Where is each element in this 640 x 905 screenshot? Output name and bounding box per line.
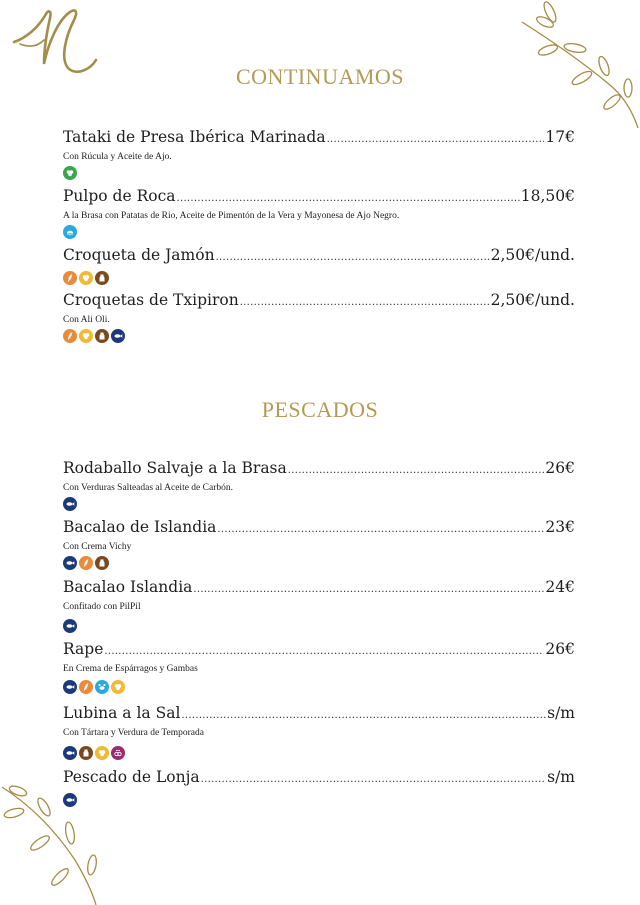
gluten-icon <box>63 271 77 285</box>
allergen-icons <box>63 556 575 570</box>
dot-leader <box>177 189 520 209</box>
milk-icon <box>79 746 93 760</box>
dot-leader <box>193 580 544 600</box>
menu-item <box>63 517 575 570</box>
dot-leader <box>240 293 490 313</box>
allergen-icons <box>63 619 575 633</box>
fish-icon <box>63 556 77 570</box>
dish-name: Pescado de Lonja <box>63 768 200 786</box>
dot-leader <box>181 706 546 726</box>
dish-description: A la Brasa con Patatas de Rio, Aceite de Pimentón de la Vera y Mayonesa de Ajo Negro. <box>63 211 400 221</box>
dish-description: Con Crema Vichy <box>63 542 132 552</box>
menu-item <box>63 290 575 343</box>
dish-price: 17€ <box>545 128 575 146</box>
section-title-continuamos: CONTINUAMOS <box>235 64 405 89</box>
menu-item <box>63 245 575 285</box>
section-title-pescados: PESCADOS <box>261 397 379 422</box>
mollusc-icon <box>63 225 77 239</box>
fish-icon <box>63 497 77 511</box>
menu-item <box>63 127 575 180</box>
dish-description: Con Verduras Salteadas al Aceite de Carbón. <box>63 483 233 493</box>
dish-name: Lubina a la Sal <box>63 704 181 722</box>
egg-icon <box>79 271 93 285</box>
gluten-icon <box>79 556 93 570</box>
fish-icon <box>63 746 77 760</box>
dot-leader <box>327 130 545 150</box>
allergen-icons <box>63 166 575 180</box>
dish-name: Rodaballo Salvaje a la Brasa <box>63 459 287 477</box>
dot-leader <box>288 461 545 481</box>
dish-price: 18,50€ <box>520 187 575 205</box>
fish-icon <box>111 329 125 343</box>
egg-icon <box>111 680 125 694</box>
dish-name: Tataki de Presa Ibérica Marinada <box>63 128 326 146</box>
menu-item <box>63 639 575 694</box>
dot-leader <box>216 248 490 268</box>
allergen-icons <box>63 329 575 343</box>
dish-price: 2,50€/und. <box>490 246 575 264</box>
fish-icon <box>63 793 77 807</box>
allergen-icons <box>63 746 575 760</box>
dish-price: 26€ <box>545 640 575 658</box>
dot-leader <box>217 520 544 540</box>
gluten-icon <box>63 329 77 343</box>
dish-price: 26€ <box>545 459 575 477</box>
allergen-icons <box>63 225 575 239</box>
dish-name: Bacalao de Islandia <box>63 518 217 536</box>
dish-price: s/m <box>547 704 575 722</box>
sesame-icon <box>63 166 77 180</box>
crustacean-icon <box>95 680 109 694</box>
dot-leader <box>104 642 544 662</box>
fish-icon <box>63 619 77 633</box>
dot-leader <box>201 770 546 790</box>
sulphite-icon <box>111 746 125 760</box>
milk-icon <box>95 271 109 285</box>
menu-item <box>63 577 575 633</box>
fish-icon <box>63 680 77 694</box>
dish-price: 23€ <box>545 518 575 536</box>
dish-name: Pulpo de Roca <box>63 187 176 205</box>
menu-item <box>63 703 575 760</box>
menu-item <box>63 186 575 239</box>
gluten-icon <box>79 680 93 694</box>
menu-item <box>63 458 575 511</box>
allergen-icons <box>63 271 575 285</box>
dish-name: Croqueta de Jamón <box>63 246 215 264</box>
dish-description: En Crema de Espárragos y Gambas <box>63 664 198 674</box>
allergen-icons <box>63 680 575 694</box>
menu-item <box>63 767 575 807</box>
dish-price: 24€ <box>545 578 575 596</box>
dish-price: s/m <box>547 768 575 786</box>
allergen-icons <box>63 497 575 511</box>
dish-description: Confitado con PilPil <box>63 602 141 612</box>
egg-icon <box>79 329 93 343</box>
dish-price: 2,50€/und. <box>490 291 575 309</box>
dish-description: Con Rúcula y Aceite de Ajo. <box>63 152 172 162</box>
dish-name: Croquetas de Txipiron <box>63 291 239 309</box>
dish-name: Bacalao Islandia <box>63 578 193 596</box>
dish-description: Con Ali Oli. <box>63 315 110 325</box>
milk-icon <box>95 329 109 343</box>
egg-icon <box>95 746 109 760</box>
dish-name: Rape <box>63 640 104 658</box>
allergen-icons <box>63 793 575 807</box>
dish-description: Con Tártara y Verdura de Temporada <box>63 728 204 738</box>
milk-icon <box>95 556 109 570</box>
